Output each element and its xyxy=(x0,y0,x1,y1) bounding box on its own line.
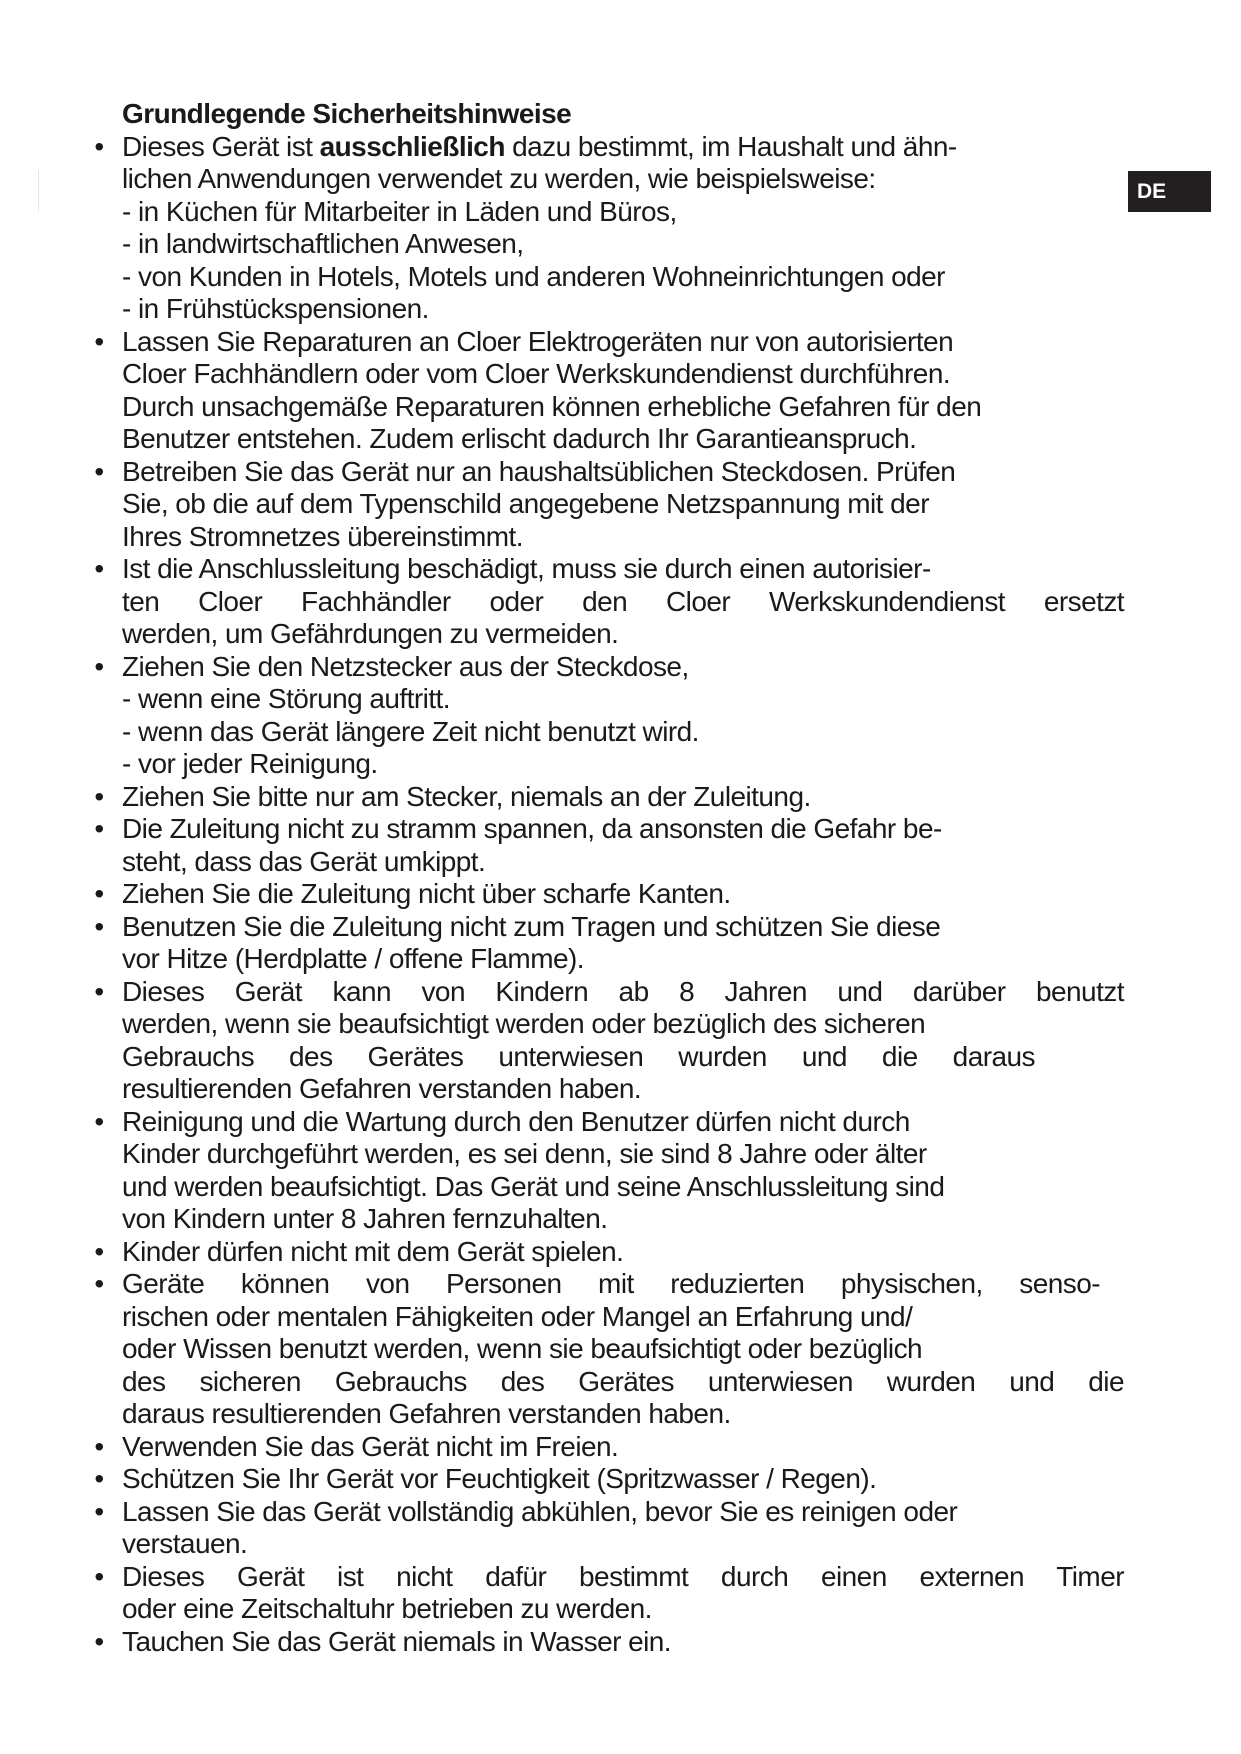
bullet: • xyxy=(94,780,104,812)
list-item xyxy=(92,878,1132,911)
bullet: • xyxy=(94,975,104,1007)
list-item xyxy=(92,1626,1132,1659)
list-item xyxy=(92,553,1132,651)
text-line: Ist die Anschlussleitung beschädigt, muss sie durch einen autorisier- xyxy=(122,553,931,584)
text-line: Durch unsachgemäße Reparaturen können erhebliche Gefahren für den xyxy=(122,390,982,422)
list-item xyxy=(92,651,1132,781)
list-item xyxy=(92,1268,1132,1431)
text-line: ten Cloer Fachhändler oder den Cloer Werkskundendienst ersetzt xyxy=(122,585,1124,617)
bullet: • xyxy=(94,1625,104,1657)
list-item xyxy=(92,813,1132,878)
text-line: Lassen Sie das Gerät vollständig abkühlen, bevor Sie es reinigen oder xyxy=(122,1495,958,1527)
list-item xyxy=(92,1496,1132,1561)
list-item xyxy=(92,976,1132,1106)
text-line: - in Frühstückspensionen. xyxy=(122,293,429,324)
list-item xyxy=(92,1561,1132,1626)
text-line: Lassen Sie Reparaturen an Cloer Elektrogeräten nur von autorisierten xyxy=(122,325,954,357)
text-line: rischen oder mentalen Fähigkeiten oder Mangel an Erfahrung und/ xyxy=(122,1300,913,1332)
bullet: • xyxy=(94,553,104,584)
text-line: Schützen Sie Ihr Gerät vor Feuchtigkeit (Spritzwasser / Regen). xyxy=(122,1463,877,1494)
text-line: Reinigung und die Wartung durch den Benutzer dürfen nicht durch xyxy=(122,1105,910,1137)
text-line: Benutzen Sie die Zuleitung nicht zum Tragen und schützen Sie diese xyxy=(122,910,941,942)
text-line: Benutzer entstehen. Zudem erlischt dadurch Ihr Garantieanspruch. xyxy=(122,423,917,454)
text-line: Cloer Fachhändlern oder vom Cloer Werkskundendienst durchführen. xyxy=(122,358,951,389)
text-line: Betreiben Sie das Gerät nur an haushaltsüblichen Steckdosen. Prüfen xyxy=(122,455,956,487)
list-item xyxy=(92,131,1132,326)
text-line: resultierenden Gefahren verstanden haben. xyxy=(122,1073,642,1104)
bullet: • xyxy=(94,1235,104,1267)
section-heading: Grundlegende Sicherheitshinweise xyxy=(122,98,572,129)
text-line: - wenn das Gerät längere Zeit nicht benutzt wird. xyxy=(122,715,699,747)
bullet: • xyxy=(94,1560,104,1592)
text-line: verstauen. xyxy=(122,1528,248,1559)
text-fragment: Dieses Gerät ist xyxy=(122,130,320,162)
bullet: • xyxy=(94,878,104,909)
text-line: Kinder dürfen nicht mit dem Gerät spielen. xyxy=(122,1235,624,1267)
bullet: • xyxy=(94,910,104,942)
text-line: werden, um Gefährdungen zu vermeiden. xyxy=(122,618,619,649)
text-line: Ziehen Sie den Netzstecker aus der Steckdose, xyxy=(122,650,689,682)
text-line: oder eine Zeitschaltuhr betrieben zu werden. xyxy=(122,1593,652,1624)
bullet: • xyxy=(94,1463,104,1494)
text-line: des sicheren Gebrauchs des Gerätes unterwiesen wurden und die xyxy=(122,1365,1124,1397)
text-line: Gebrauchs des Gerätes unterwiesen wurden und die daraus xyxy=(122,1040,1035,1072)
bullet: • xyxy=(94,650,104,682)
text-line: steht, dass das Gerät umkippt. xyxy=(122,845,486,877)
text-line xyxy=(122,131,1132,164)
text-line: Verwenden Sie das Gerät nicht im Freien. xyxy=(122,1430,619,1462)
text-line: Geräte können von Personen mit reduzierten physischen, senso- xyxy=(122,1268,1100,1299)
language-tab: DE xyxy=(1128,171,1211,212)
text-line: - von Kunden in Hotels, Motels und anderen Wohneinrichtungen oder xyxy=(122,260,945,292)
text-line: - wenn eine Störung auftritt. xyxy=(122,683,451,714)
list-item xyxy=(92,326,1132,456)
emphasis-text: ausschließlich xyxy=(319,130,505,162)
bullet: • xyxy=(94,455,104,487)
text-line: und werden beaufsichtigt. Das Gerät und seine Anschlussleitung sind xyxy=(122,1170,945,1202)
text-line: Kinder durchgeführt werden, es sei denn, sie sind 8 Jahre oder älter xyxy=(122,1138,927,1169)
text-line: Dieses Gerät ist nicht dafür bestimmt durch einen externen Timer xyxy=(122,1560,1124,1592)
bullet: • xyxy=(94,1430,104,1462)
list-item xyxy=(92,781,1132,814)
text-line: vor Hitze (Herdplatte / offene Flamme). xyxy=(122,943,584,974)
bullet: • xyxy=(94,1495,104,1527)
bullet: • xyxy=(94,130,104,162)
text-line: oder Wissen benutzt werden, wenn sie beaufsichtigt oder bezüglich xyxy=(122,1333,923,1364)
bullet: • xyxy=(94,1268,104,1299)
text-line: - in Küchen für Mitarbeiter in Läden und Büros, xyxy=(122,195,677,227)
text-line: Dieses Gerät kann von Kindern ab 8 Jahren und darüber benutzt xyxy=(122,975,1124,1007)
text-line: Tauchen Sie das Gerät niemals in Wasser ein. xyxy=(122,1625,672,1657)
list-item xyxy=(92,1106,1132,1236)
bullet: • xyxy=(94,813,104,844)
list-item xyxy=(92,911,1132,976)
list-item xyxy=(92,1236,1132,1269)
list-item xyxy=(92,1463,1132,1496)
text-line: Ziehen Sie bitte nur am Stecker, niemals an der Zuleitung. xyxy=(122,780,811,812)
margin-mark xyxy=(38,170,39,212)
text-line: daraus resultierenden Gefahren verstanden haben. xyxy=(122,1398,731,1429)
safety-instructions xyxy=(92,98,1132,1658)
text-line: Ziehen Sie die Zuleitung nicht über scharfe Kanten. xyxy=(122,878,731,909)
list-item xyxy=(92,1431,1132,1464)
text-line: werden, wenn sie beaufsichtigt werden oder bezüglich des sicheren xyxy=(122,1008,926,1039)
bullet: • xyxy=(94,325,104,357)
text-fragment: dazu bestimmt, im Haushalt und ähn- xyxy=(504,130,957,162)
text-line: - vor jeder Reinigung. xyxy=(122,748,378,779)
text-line: Die Zuleitung nicht zu stramm spannen, da ansonsten die Gefahr be- xyxy=(122,813,942,844)
text-line: lichen Anwendungen verwendet zu werden, wie beispielsweise: xyxy=(122,163,876,194)
list-item xyxy=(92,456,1132,554)
text-line: Sie, ob die auf dem Typenschild angegebene Netzspannung mit der xyxy=(122,488,929,519)
text-line: Ihres Stromnetzes übereinstimmt. xyxy=(122,520,523,552)
text-line: von Kindern unter 8 Jahren fernzuhalten. xyxy=(122,1203,608,1234)
bullet: • xyxy=(94,1105,104,1137)
text-line: - in landwirtschaftlichen Anwesen, xyxy=(122,228,524,259)
